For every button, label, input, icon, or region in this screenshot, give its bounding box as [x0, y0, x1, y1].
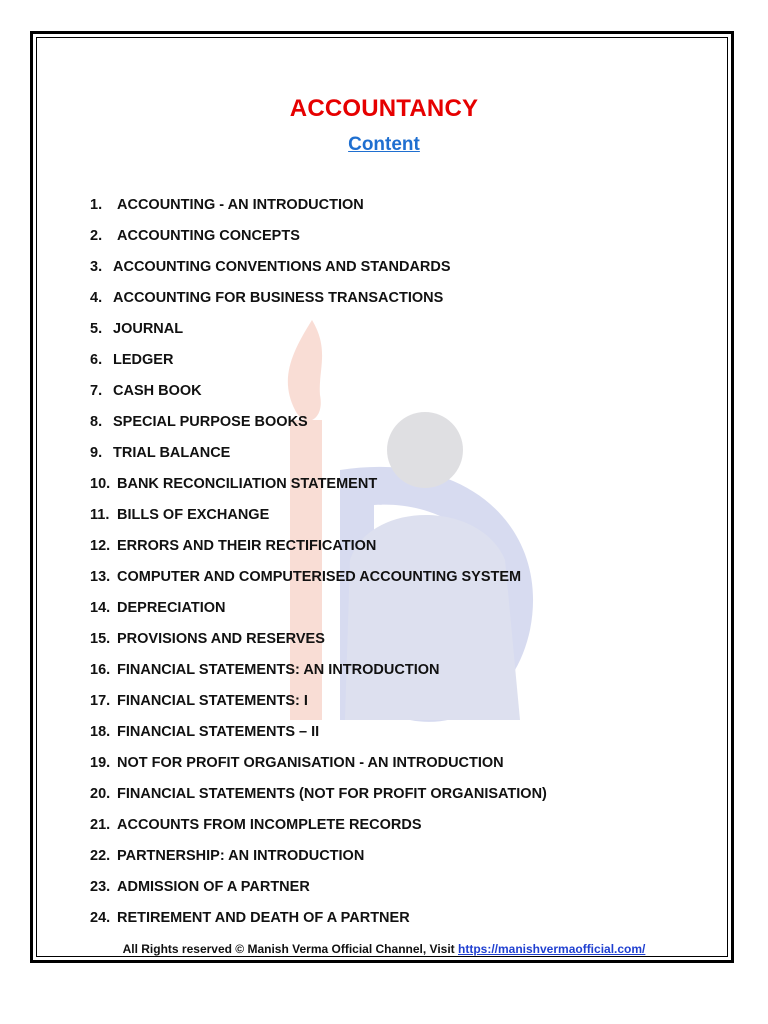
toc-item	[90, 288, 547, 319]
toc-item-number: 20.	[90, 786, 111, 802]
toc-item-title: COMPUTER AND COMPUTERISED ACCOUNTING SYSTEM	[117, 569, 522, 585]
toc-item-number: 16.	[90, 662, 111, 678]
toc-item-number: 15.	[90, 631, 111, 647]
toc-item	[90, 629, 547, 660]
document-subtitle: Content	[348, 134, 420, 155]
toc-item-title: TRIAL BALANCE	[113, 445, 231, 461]
toc-item	[90, 443, 547, 474]
toc-item-title: BANK RECONCILIATION STATEMENT	[117, 476, 378, 492]
toc-item-number: 9.	[90, 445, 103, 461]
toc-item	[90, 195, 547, 226]
toc-item	[90, 567, 547, 598]
toc-item-title: ACCOUNTING CONCEPTS	[117, 228, 300, 244]
footer	[0, 942, 768, 956]
footer-link[interactable]: https://manishvermaofficial.com/	[458, 942, 646, 956]
toc-item	[90, 350, 547, 381]
toc-item	[90, 536, 547, 567]
toc-item-number: 12.	[90, 538, 111, 554]
document-title: ACCOUNTANCY	[289, 95, 479, 122]
toc-item-number: 22.	[90, 848, 111, 864]
toc-item-number: 19.	[90, 755, 111, 771]
footer-text: All Rights reserved © Manish Verma Official Channel, Visit	[122, 942, 455, 956]
toc-item	[90, 381, 547, 412]
toc-item-title: RETIREMENT AND DEATH OF A PARTNER	[117, 910, 410, 926]
toc-item-title: FINANCIAL STATEMENTS: I	[117, 693, 308, 709]
toc-item-title: ACCOUNTING - AN INTRODUCTION	[117, 197, 364, 213]
toc-item-number: 13.	[90, 569, 111, 585]
toc-item-title: FINANCIAL STATEMENTS: AN INTRODUCTION	[117, 662, 440, 678]
toc-item-title: FINANCIAL STATEMENTS (NOT FOR PROFIT ORGANISATION)	[117, 786, 547, 802]
toc-item	[90, 784, 547, 815]
toc-item	[90, 319, 547, 350]
toc-item-number: 4.	[90, 290, 103, 306]
toc-item	[90, 815, 547, 846]
toc-item-number: 14.	[90, 600, 111, 616]
toc-item	[90, 226, 547, 257]
toc-item-title: CASH BOOK	[113, 383, 202, 399]
toc-item-number: 24.	[90, 910, 111, 926]
toc-item-title: ACCOUNTING FOR BUSINESS TRANSACTIONS	[113, 290, 444, 306]
toc-item	[90, 846, 547, 877]
toc-item-title: PROVISIONS AND RESERVES	[117, 631, 325, 647]
toc-item-title: DEPRECIATION	[117, 600, 226, 616]
toc-item-number: 10.	[90, 476, 111, 492]
toc-item-number: 17.	[90, 693, 111, 709]
toc-item-title: PARTNERSHIP: AN INTRODUCTION	[117, 848, 365, 864]
toc-item-title: SPECIAL PURPOSE BOOKS	[113, 414, 308, 430]
toc-item-title: FINANCIAL STATEMENTS – II	[117, 724, 320, 740]
toc-item-number: 21.	[90, 817, 111, 833]
toc-item	[90, 257, 547, 288]
toc-item-title: JOURNAL	[113, 321, 184, 337]
toc-item	[90, 598, 547, 629]
toc-item-number: 2.	[90, 228, 103, 244]
toc-item-number: 6.	[90, 352, 103, 368]
toc-item-number: 5.	[90, 321, 103, 337]
toc-item	[90, 474, 547, 505]
toc-item-title: ERRORS AND THEIR RECTIFICATION	[117, 538, 377, 554]
toc-item-number: 7.	[90, 383, 103, 399]
toc-item-title: ADMISSION OF A PARTNER	[117, 879, 310, 895]
toc-item-title: ACCOUNTS FROM INCOMPLETE RECORDS	[117, 817, 422, 833]
toc-item	[90, 505, 547, 536]
toc-item-title: LEDGER	[113, 352, 174, 368]
toc-item	[90, 908, 547, 939]
toc-item	[90, 660, 547, 691]
toc-item-number: 3.	[90, 259, 103, 275]
toc-item-number: 11.	[90, 507, 110, 523]
toc-item	[90, 412, 547, 443]
toc-item	[90, 753, 547, 784]
toc-item	[90, 691, 547, 722]
toc-item-number: 23.	[90, 879, 111, 895]
toc-item-title: NOT FOR PROFIT ORGANISATION - AN INTRODUCTION	[117, 755, 504, 771]
toc-item	[90, 722, 547, 753]
table-of-contents	[90, 195, 547, 939]
toc-item-title: ACCOUNTING CONVENTIONS AND STANDARDS	[113, 259, 451, 275]
toc-item	[90, 877, 547, 908]
toc-item-title: BILLS OF EXCHANGE	[117, 507, 270, 523]
toc-item-number: 8.	[90, 414, 103, 430]
toc-item-number: 1.	[90, 197, 103, 213]
toc-item-number: 18.	[90, 724, 111, 740]
